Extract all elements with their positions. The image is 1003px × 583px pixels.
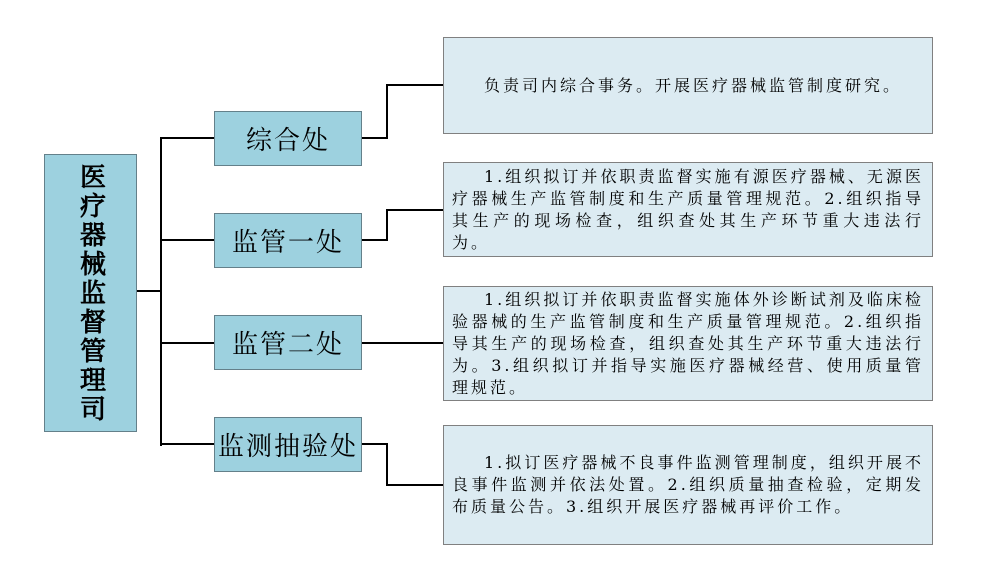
- desc-connector-line: [362, 342, 443, 344]
- desc-text: 1.拟订医疗器械不良事件监测管理制度，组织开展不良事件监测并依法处置。2.组织质量抽查检验，定期发布质量公告。3.组织开展医疗器械再评价工作。: [452, 453, 924, 516]
- root-node: [44, 154, 137, 432]
- branch-node-jianguan1: [214, 213, 362, 268]
- branch-node-label: 监管二处: [231, 330, 344, 360]
- branch-node-jianguan2: [214, 315, 362, 370]
- desc-connector-line: [362, 443, 388, 445]
- desc-text: 1.组织拟订并依职责监督实施有源医疗器械、无源医疗器械生产监管制度和生产质量管理规范。2.组织指导其生产的现场检查，组织查处其生产环节重大违法行为。: [452, 166, 924, 252]
- desc-box-jiancechouyan: [443, 425, 933, 545]
- desc-text: 负责司内综合事务。开展医疗器械监管制度研究。: [484, 75, 903, 95]
- branch-node-jiancechouyan: [214, 417, 362, 472]
- branch-connector-line: [160, 342, 215, 344]
- desc-connector-line: [386, 484, 443, 486]
- desc-box-jianguan1: [443, 162, 933, 257]
- desc-connector-line: [386, 84, 388, 139]
- desc-connector-line: [362, 239, 388, 241]
- desc-connector-line: [386, 209, 443, 211]
- desc-connector-line: [386, 84, 443, 86]
- desc-connector-line: [386, 209, 388, 241]
- branch-node-label: 监测抽验处: [217, 432, 358, 462]
- desc-text: 1.组织拟订并依职责监督实施体外诊断试剂及临床检验器械的生产监管制度和生产质量管理规范。2.组织指导其生产的现场检查，组织查处其生产环节重大违法行为。3.组织拟订并指导实施医疗器械经营、使用质量管理规范。: [452, 289, 924, 397]
- desc-box-jianguan2: [443, 286, 933, 401]
- branch-connector-line: [160, 239, 215, 241]
- desc-connector-line: [362, 137, 388, 139]
- desc-connector-line: [386, 443, 388, 486]
- branch-node-label: 综合处: [245, 126, 330, 156]
- root-connector-line: [137, 290, 162, 292]
- branch-connector-line: [160, 443, 215, 445]
- branch-node-label: 监管一处: [231, 228, 344, 258]
- branch-connector-line: [160, 137, 215, 139]
- branch-node-zonghechu: [214, 111, 362, 166]
- desc-box-zonghechu: [443, 37, 933, 134]
- root-node-label: 医疗器械监督管理司: [75, 162, 106, 424]
